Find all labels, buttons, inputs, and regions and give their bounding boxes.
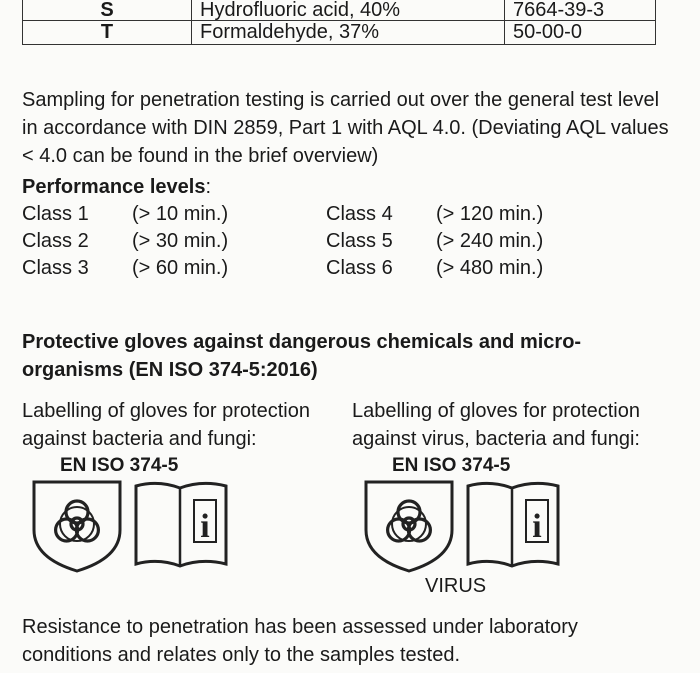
performance-heading-text: Performance levels xyxy=(22,176,206,198)
performance-heading xyxy=(22,173,211,201)
chemical-table xyxy=(22,0,656,45)
class-item xyxy=(22,255,228,282)
chemical-name: Formaldehyde, 37% xyxy=(192,21,505,45)
sampling-paragraph: Sampling for penetration testing is carried out over the general test level in accordance with DIN 2859, Part 1 with AQL 4.0. (Deviating AQL values < 4.0 can be found in the brief overview) xyxy=(22,89,669,167)
labelling-right-text: Labelling of gloves for protection against virus, bacteria and fungi: xyxy=(352,400,640,450)
pictograms-left xyxy=(28,478,238,574)
biohazard-shield-icon xyxy=(34,482,120,571)
pictograms-right xyxy=(360,478,570,574)
info-book-icon xyxy=(136,483,226,566)
table-row xyxy=(23,0,656,21)
class-label: Class 2 xyxy=(22,230,89,252)
closing-paragraph: Resistance to penetration has been assessed under laboratory conditions and relates only to the samples tested. xyxy=(22,616,578,666)
svg-text:i: i xyxy=(200,508,210,545)
class-item xyxy=(326,201,543,228)
chemical-name: Hydrofluoric acid, 40% xyxy=(192,0,505,21)
standard-label-left: EN ISO 374-5 xyxy=(60,455,179,476)
class-item xyxy=(326,255,543,282)
section-title: Protective gloves against dangerous chemicals and micro-organisms (EN ISO 374-5:2016) xyxy=(22,331,582,381)
class-label: Class 4 xyxy=(326,203,393,225)
class-value: (> 480 min.) xyxy=(436,257,544,279)
class-item xyxy=(22,228,228,255)
virus-label: VIRUS xyxy=(425,575,487,597)
table-row xyxy=(23,21,656,45)
chemical-code: T xyxy=(23,21,192,45)
class-value: (> 10 min.) xyxy=(132,203,229,225)
class-item xyxy=(326,228,543,255)
standard-label-right: EN ISO 374-5 xyxy=(392,455,511,476)
biohazard-shield-icon xyxy=(366,482,452,571)
class-value: (> 30 min.) xyxy=(132,230,229,252)
class-value: (> 240 min.) xyxy=(436,230,544,252)
class-value: (> 60 min.) xyxy=(132,257,229,279)
labelling-left-text: Labelling of gloves for protection against bacteria and fungi: xyxy=(22,400,310,450)
chemical-cas: 7664-39-3 xyxy=(505,0,656,21)
chemical-cas: 50-00-0 xyxy=(505,21,656,45)
class-label: Class 6 xyxy=(326,257,393,279)
performance-heading-colon: : xyxy=(205,176,211,198)
class-item xyxy=(22,201,228,228)
class-label: Class 1 xyxy=(22,203,89,225)
class-label: Class 5 xyxy=(326,230,393,252)
class-label: Class 3 xyxy=(22,257,89,279)
chemical-code: S xyxy=(23,0,192,21)
info-book-icon xyxy=(468,483,558,566)
svg-text:i: i xyxy=(532,508,542,545)
class-value: (> 120 min.) xyxy=(436,203,544,225)
